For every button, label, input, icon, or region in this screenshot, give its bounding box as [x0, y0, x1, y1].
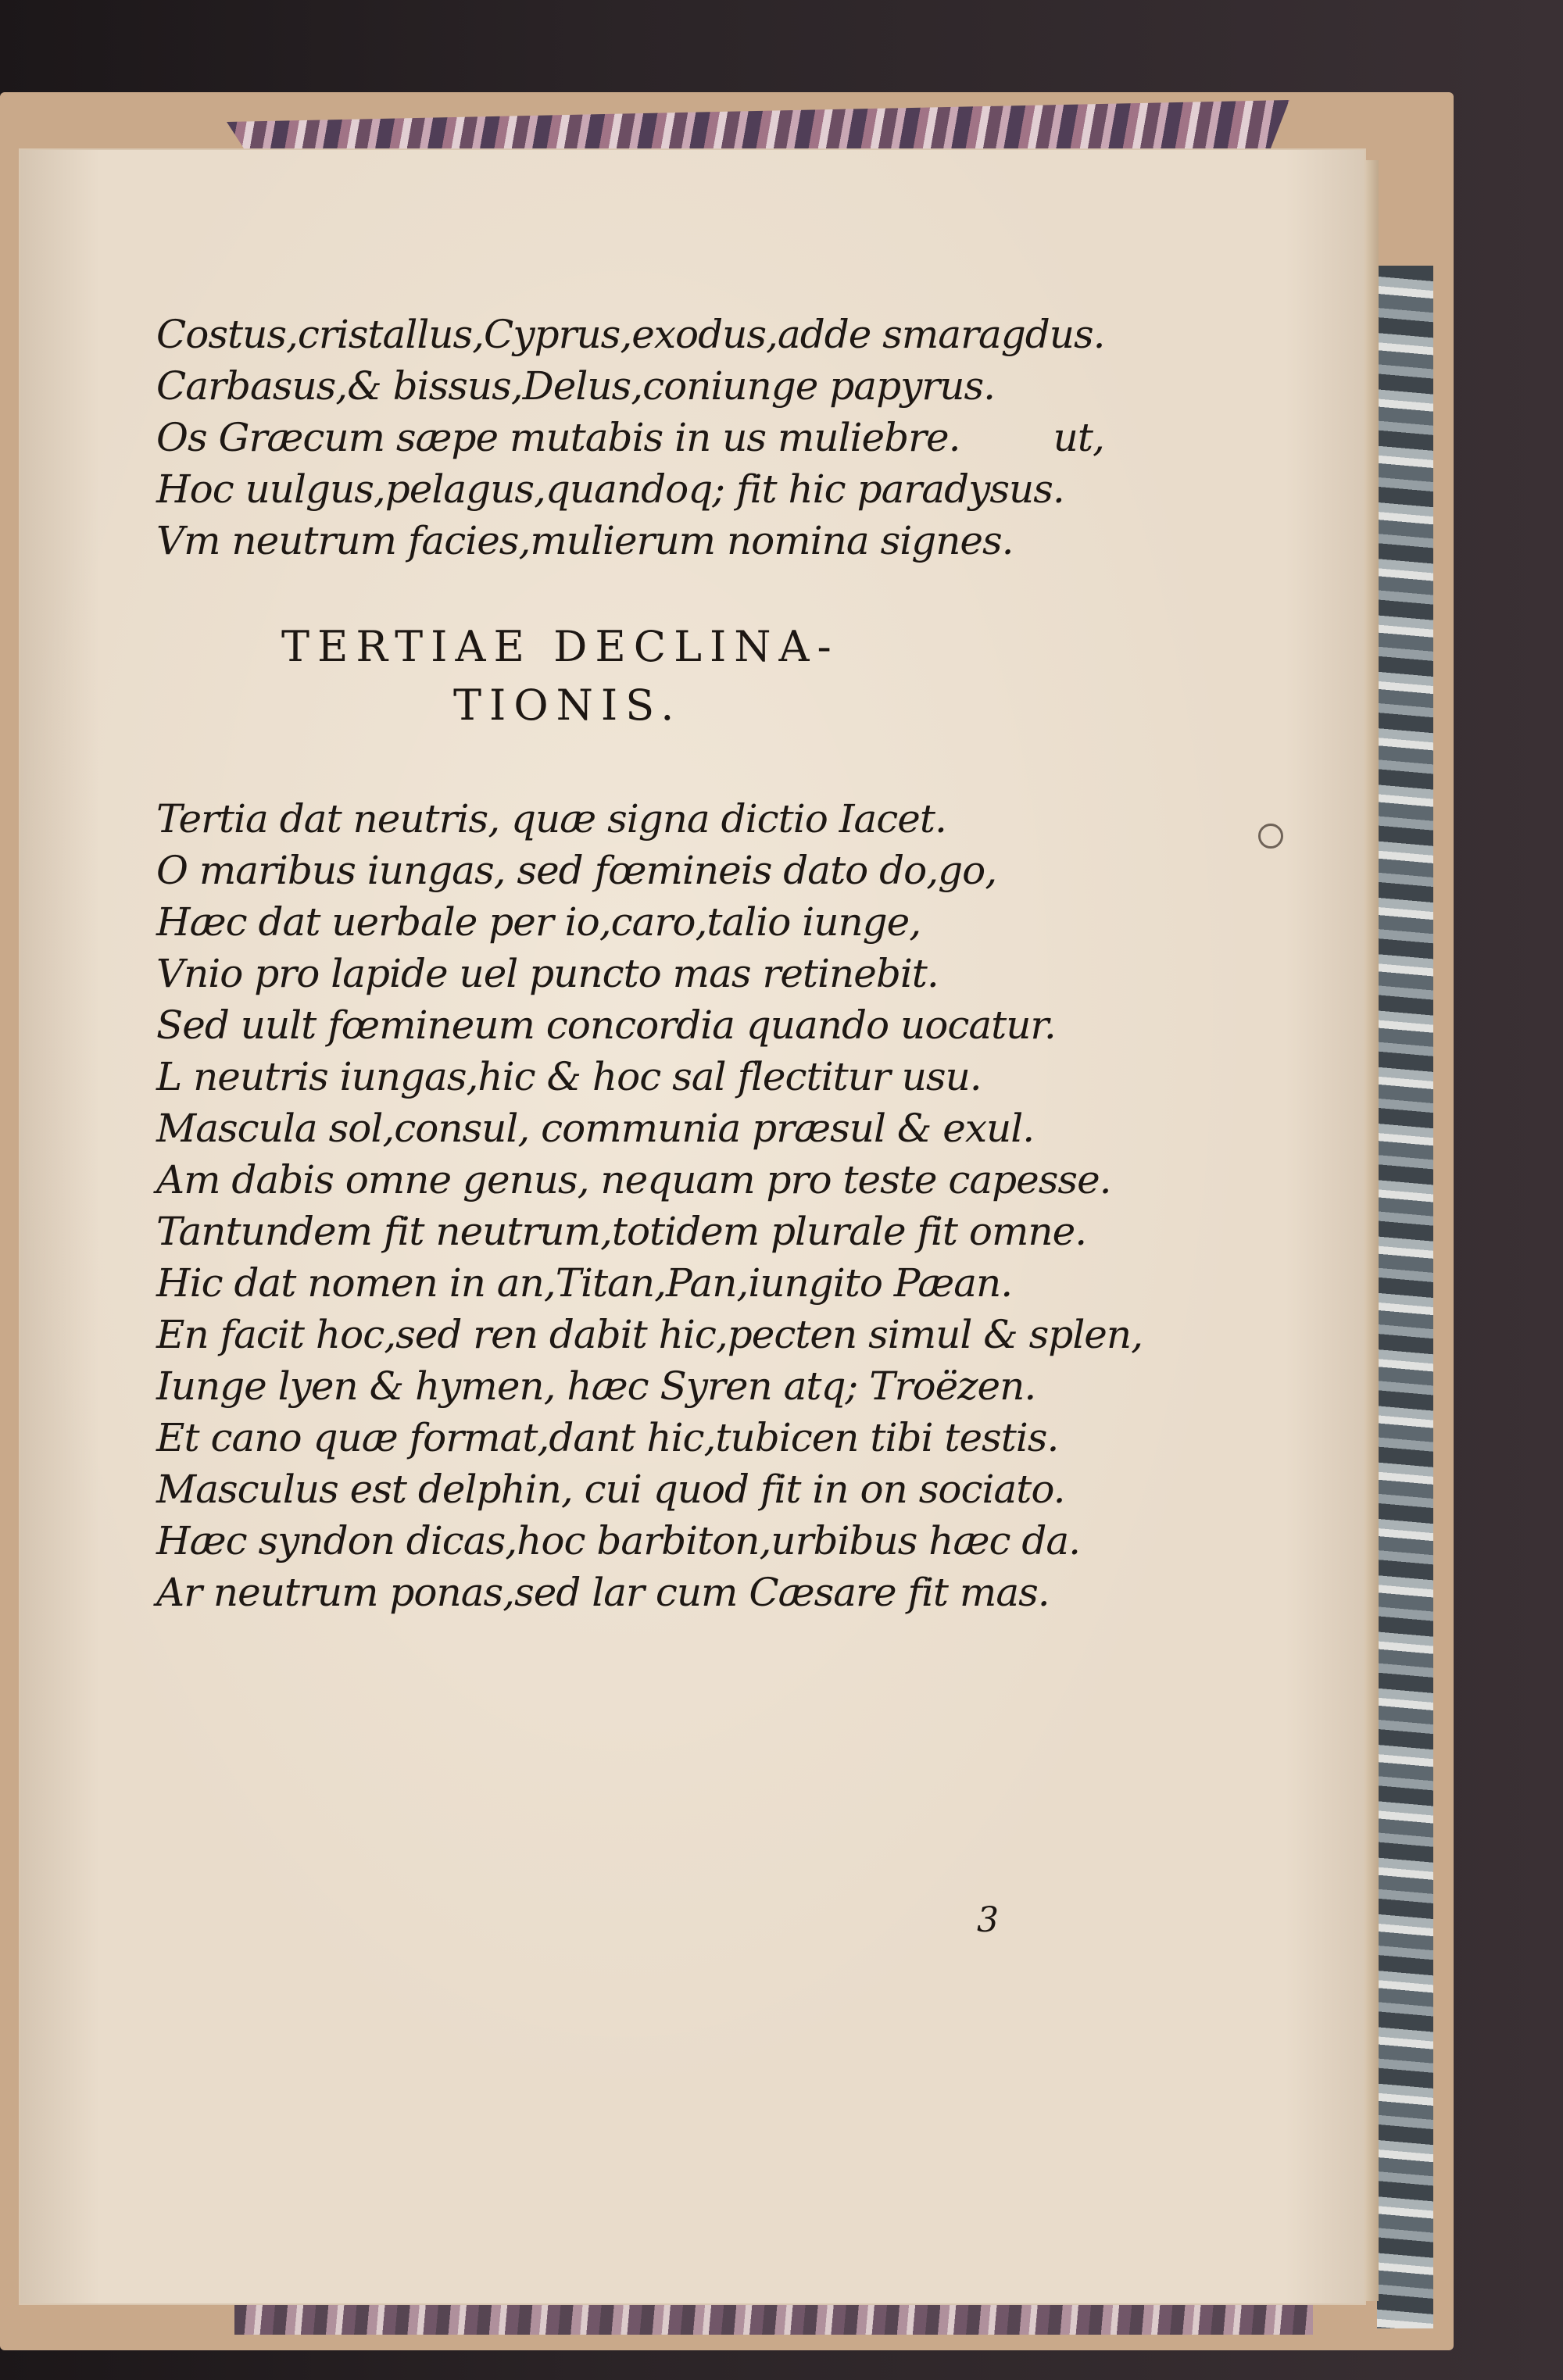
- text-line: Costus,cristallus,Cyprus,exodus,adde smaragdus.: [156, 312, 1105, 357]
- marbled-edge-right: [1377, 266, 1433, 2328]
- page-edge: [1366, 160, 1379, 2301]
- text-line: Carbasus,& bissus,Delus,coniunge papyrus.: [156, 363, 996, 409]
- text-line: Vm neutrum facies,mulierum nomina signes.: [156, 518, 1014, 563]
- text-line: Sed uult fœmineum concordia quando uocatur.: [156, 1002, 1056, 1048]
- page-number: 3: [977, 1900, 999, 1940]
- text-line: Vnio pro lapide uel puncto mas retinebit.: [156, 951, 939, 996]
- text-line: Am dabis omne genus, nequam pro teste capesse.: [156, 1157, 1111, 1203]
- text-line: Mascula sol,consul, communia præsul & exul.: [156, 1106, 1035, 1151]
- text-line: Tertia dat neutris, quæ signa dictio Iacet.: [156, 796, 946, 842]
- text-line: Hic dat nomen in an,Titan,Pan,iungito Pæan.: [156, 1260, 1013, 1306]
- section-heading-line-2: TIONIS.: [453, 681, 682, 730]
- marbled-edge-bottom: [234, 2303, 1313, 2335]
- text-line: Masculus est delphin, cui quod fit in on sociato.: [156, 1467, 1065, 1512]
- text-line: En facit hoc,sed ren dabit hic,pecten simul & splen,: [156, 1312, 1143, 1357]
- section-heading-line-1: TERTIAE DECLINA-: [281, 622, 839, 671]
- text-line: Hæc syndon dicas,hoc barbiton,urbibus hæc da.: [156, 1518, 1081, 1563]
- text-line: L neutris iungas,hic & hoc sal flectitur usu.: [156, 1054, 982, 1099]
- ink-ring-mark: [1258, 824, 1283, 849]
- text-line: Ar neutrum ponas,sed lar cum Cæsare fit mas.: [156, 1570, 1050, 1615]
- text-line: Iunge lyen & hymen, hæc Syren atq; Troëzen.: [156, 1363, 1036, 1409]
- text-line: Os Græcum sæpe mutabis in us muliebre. ut,: [156, 415, 1104, 460]
- text-line: Hæc dat uerbale per io,caro,talio iunge,: [156, 899, 921, 945]
- text-line: O maribus iungas, sed fœmineis dato do,go,: [156, 848, 997, 893]
- text-line: Tantundem fit neutrum,totidem plurale fit omne.: [156, 1209, 1087, 1254]
- verse-text: [156, 309, 1172, 1618]
- text-line: Et cano quæ format,dant hic,tubicen tibi testis.: [156, 1415, 1059, 1460]
- text-line: Hoc uulgus,pelagus,quandoq; fit hic paradysus.: [156, 466, 1064, 512]
